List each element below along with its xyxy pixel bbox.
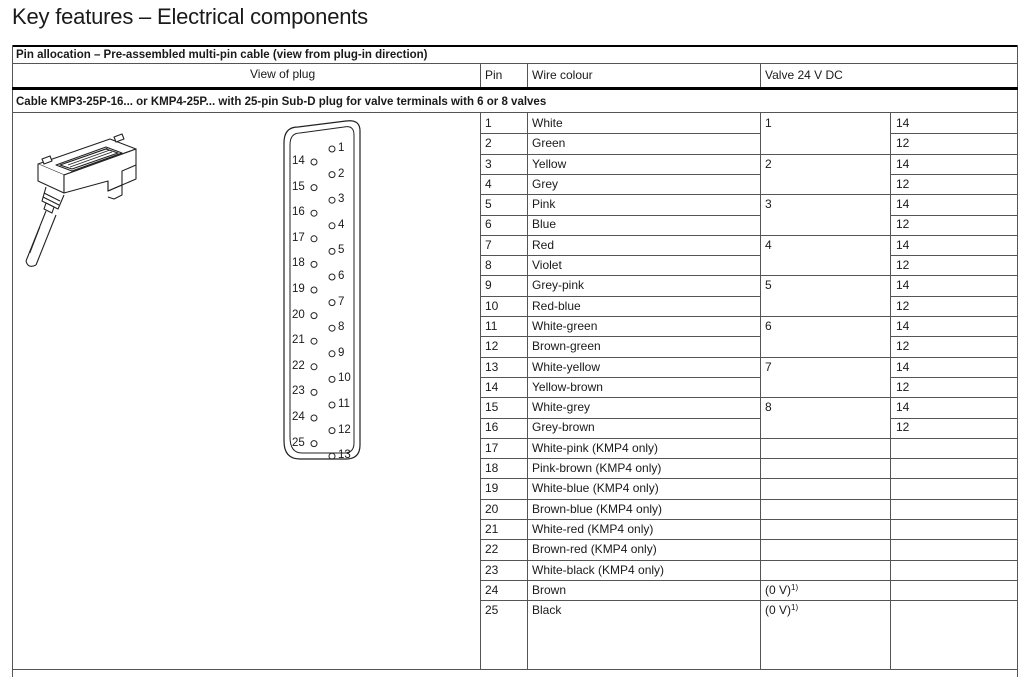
table-row <box>480 397 1018 417</box>
coil-number: 14 <box>896 156 910 171</box>
plug-pin-circle <box>329 197 335 203</box>
plug-pin-label: 13 <box>338 449 351 462</box>
pin-number: 5 <box>485 197 492 212</box>
section-title: Pin allocation – Pre-assembled multi-pin cable (view from plug-in direction) <box>16 49 428 61</box>
valve-number: 2 <box>765 156 772 171</box>
valve-number: 7 <box>765 359 772 374</box>
pin-number: 2 <box>485 136 492 151</box>
plug-pin-label: 10 <box>338 372 351 385</box>
wire-colour: Blue <box>532 217 557 232</box>
plug-pin-circle <box>311 261 317 267</box>
table-row <box>480 458 1018 478</box>
wire-colour: Green <box>532 136 566 151</box>
plug-pin-label: 16 <box>292 206 305 219</box>
coil-number: 14 <box>896 116 910 130</box>
plug-pin-label: 5 <box>338 244 345 257</box>
pin-number: 16 <box>485 420 499 435</box>
wire-colour: Brown-green <box>532 339 601 354</box>
table-row <box>480 438 1018 458</box>
header-sep-2 <box>527 63 528 87</box>
table-row <box>480 174 1018 194</box>
table-row <box>480 275 1018 295</box>
table-row <box>480 133 1018 153</box>
wire-colour: Brown <box>532 582 567 597</box>
wire-colour: Brown-red (KMP4 only) <box>532 542 657 557</box>
header-sep-3 <box>760 63 761 87</box>
coil-number: 12 <box>896 136 910 151</box>
wire-colour: White-black (KMP4 only) <box>532 562 665 577</box>
cable-title: Cable KMP3-25P-16... or KMP4-25P... with 25-pin Sub-D plug for valve terminals with 6 or 8 valves <box>16 96 547 108</box>
plug-pin-label: 15 <box>292 180 305 193</box>
table-row <box>480 214 1018 234</box>
pin-number: 21 <box>485 521 499 536</box>
table-row <box>480 255 1018 275</box>
header-valve: Valve 24 V DC <box>765 68 843 82</box>
plug-pin-label: 25 <box>292 436 305 449</box>
plug-pin-circle <box>329 172 335 178</box>
pin-number: 8 <box>485 258 492 273</box>
valve-number: 1 <box>765 116 772 130</box>
plug-pin-label: 21 <box>292 334 305 347</box>
plug-pin-label: 11 <box>338 398 350 410</box>
plug-pin-circle <box>329 325 335 331</box>
table-row <box>480 296 1018 316</box>
plug-pin-label: 18 <box>292 257 305 270</box>
table-row <box>480 560 1018 580</box>
pin-number: 3 <box>485 156 492 171</box>
coil-number: 12 <box>896 379 910 394</box>
plug-pin-circle <box>311 313 317 319</box>
wire-colour: White <box>532 116 563 130</box>
pin-number: 20 <box>485 501 499 516</box>
wire-colour: Pink <box>532 197 556 212</box>
table-row <box>480 499 1018 519</box>
wire-colour: Grey-brown <box>532 420 595 435</box>
bottom-rule <box>12 669 1018 670</box>
plug-pin-circle <box>329 223 335 229</box>
pin-number: 19 <box>485 481 499 496</box>
pin-number: 9 <box>485 278 492 293</box>
pin-number: 24 <box>485 582 499 597</box>
plug-pin-circle <box>311 415 317 421</box>
pin-number: 1 <box>485 116 492 130</box>
wire-colour: White-pink (KMP4 only) <box>532 440 659 455</box>
top-rule <box>12 45 1018 47</box>
pin-number: 25 <box>485 603 499 618</box>
connector-illustration <box>18 119 168 279</box>
pin-number: 14 <box>485 379 499 394</box>
footnote-ref: 1) <box>791 603 799 613</box>
plug-pin-label: 9 <box>338 346 345 359</box>
plug-pin-circle <box>311 210 317 216</box>
plug-pin-label: 19 <box>292 283 305 295</box>
wire-colour: Violet <box>532 258 562 273</box>
plug-pin-circle <box>329 146 335 152</box>
plug-pin-circle <box>329 248 335 254</box>
plug-pin-label: 20 <box>292 308 305 321</box>
valve-number: 3 <box>765 197 772 212</box>
wire-colour: White-red (KMP4 only) <box>532 521 654 536</box>
coil-number: 12 <box>896 420 910 435</box>
valve-number: 5 <box>765 278 772 293</box>
valve-number: (0 V)$^{1)}$ <box>765 582 799 597</box>
wire-colour: Pink-brown (KMP4 only) <box>532 461 662 476</box>
plug-pin-circle <box>311 159 317 165</box>
header-wire: Wire colour <box>532 68 593 82</box>
plug-pin-label: 6 <box>338 270 345 282</box>
wire-colour: White-grey <box>532 400 591 415</box>
header-sep-1 <box>480 63 481 87</box>
plug-pin-circle <box>329 402 335 408</box>
plug-pin-label: 14 <box>292 155 305 167</box>
wire-colour: White-blue (KMP4 only) <box>532 481 659 496</box>
table-row <box>480 154 1018 174</box>
table-row <box>480 539 1018 559</box>
pin-number: 11 <box>485 318 498 333</box>
plug-pin-circle <box>329 428 335 434</box>
header-heavy-rule <box>12 87 1018 90</box>
coil-number: 14 <box>896 197 910 212</box>
left-border <box>12 45 13 677</box>
coil-number: 14 <box>896 359 910 374</box>
table-row <box>480 336 1018 356</box>
wire-colour: Red-blue <box>532 298 581 313</box>
footnote-ref: 1) <box>791 582 799 592</box>
wire-colour: Red <box>532 237 555 252</box>
plug-pin-circle <box>311 185 317 191</box>
pin-number: 23 <box>485 562 499 577</box>
plug-pin-label: 22 <box>292 359 305 372</box>
header-pin: Pin <box>485 68 503 82</box>
coil-number: 14 <box>896 278 910 293</box>
coil-number: 12 <box>896 176 910 191</box>
plug-pin-label: 12 <box>338 423 351 436</box>
table-row <box>480 194 1018 214</box>
plug-pin-label: 23 <box>292 385 305 398</box>
plug-pin-label: 4 <box>338 218 345 231</box>
valve-number: 6 <box>765 318 772 333</box>
pin-number: 15 <box>485 400 499 415</box>
table-row <box>480 417 1018 437</box>
pin-allocation-table <box>12 45 1018 677</box>
plug-pin-circle <box>329 300 335 306</box>
valve-number: 8 <box>765 400 772 415</box>
valve-number: (0 V)$^{1)}$ <box>765 603 799 618</box>
coil-number: 12 <box>896 298 910 313</box>
plug-pin-circle <box>311 338 317 344</box>
plug-pin-circle <box>329 274 335 280</box>
plug-pin-circle <box>329 376 335 382</box>
wire-colour: Yellow-brown <box>532 379 603 394</box>
wire-colour: Grey-pink <box>532 278 585 293</box>
plug-pin-circle <box>311 389 317 395</box>
coil-number: 14 <box>896 400 910 415</box>
plug-pin-circle <box>311 364 317 370</box>
plug-pin-circle <box>311 441 317 447</box>
table-row <box>480 316 1018 336</box>
plug-pin-circle <box>329 351 335 357</box>
table-row <box>480 580 1018 600</box>
page-title: Key features – Electrical components <box>12 4 368 29</box>
pin-number: 6 <box>485 217 492 232</box>
plug-pin-label: 7 <box>338 295 345 308</box>
coil-number: 14 <box>896 237 910 252</box>
wire-colour: Yellow <box>532 156 567 171</box>
pin-number: 13 <box>485 359 499 374</box>
coil-number: 12 <box>896 258 910 273</box>
plug-pin-label: 17 <box>292 231 305 244</box>
table-row <box>480 357 1018 377</box>
table-row <box>480 478 1018 498</box>
wire-colour: White-green <box>532 318 598 333</box>
pin-number: 7 <box>485 237 492 252</box>
wire-colour: Black <box>532 603 562 618</box>
plug-pin-label: 2 <box>338 167 345 180</box>
pin-table-body <box>480 113 1018 620</box>
pin-number: 10 <box>485 298 499 313</box>
wire-colour: Grey <box>532 176 559 191</box>
plug-pin-circle <box>329 453 335 459</box>
plug-pin-circle <box>311 287 317 293</box>
pin-number: 18 <box>485 461 499 476</box>
plug-pin-label: 24 <box>292 411 305 423</box>
coil-number: 14 <box>896 318 910 333</box>
pin-number: 22 <box>485 542 499 557</box>
table-row <box>480 113 1018 133</box>
table-row <box>480 600 1018 620</box>
pin-number: 4 <box>485 176 492 191</box>
wire-colour: White-yellow <box>532 359 601 374</box>
table-row <box>480 519 1018 539</box>
section-divider <box>12 63 1018 64</box>
wire-colour: Brown-blue (KMP4 only) <box>532 501 663 516</box>
plug-pin-label: 8 <box>338 321 345 334</box>
coil-number: 12 <box>896 339 910 354</box>
table-row <box>480 235 1018 255</box>
header-view: View of plug <box>250 67 316 81</box>
coil-number: 12 <box>896 217 910 232</box>
plug-pin-label: 1 <box>338 142 345 154</box>
plug-pin-label: 3 <box>338 193 345 206</box>
valve-number: 4 <box>765 237 772 252</box>
plug-pin-circle <box>311 236 317 242</box>
pin-number: 17 <box>485 440 499 455</box>
table-row <box>480 377 1018 397</box>
pin-number: 12 <box>485 339 499 354</box>
